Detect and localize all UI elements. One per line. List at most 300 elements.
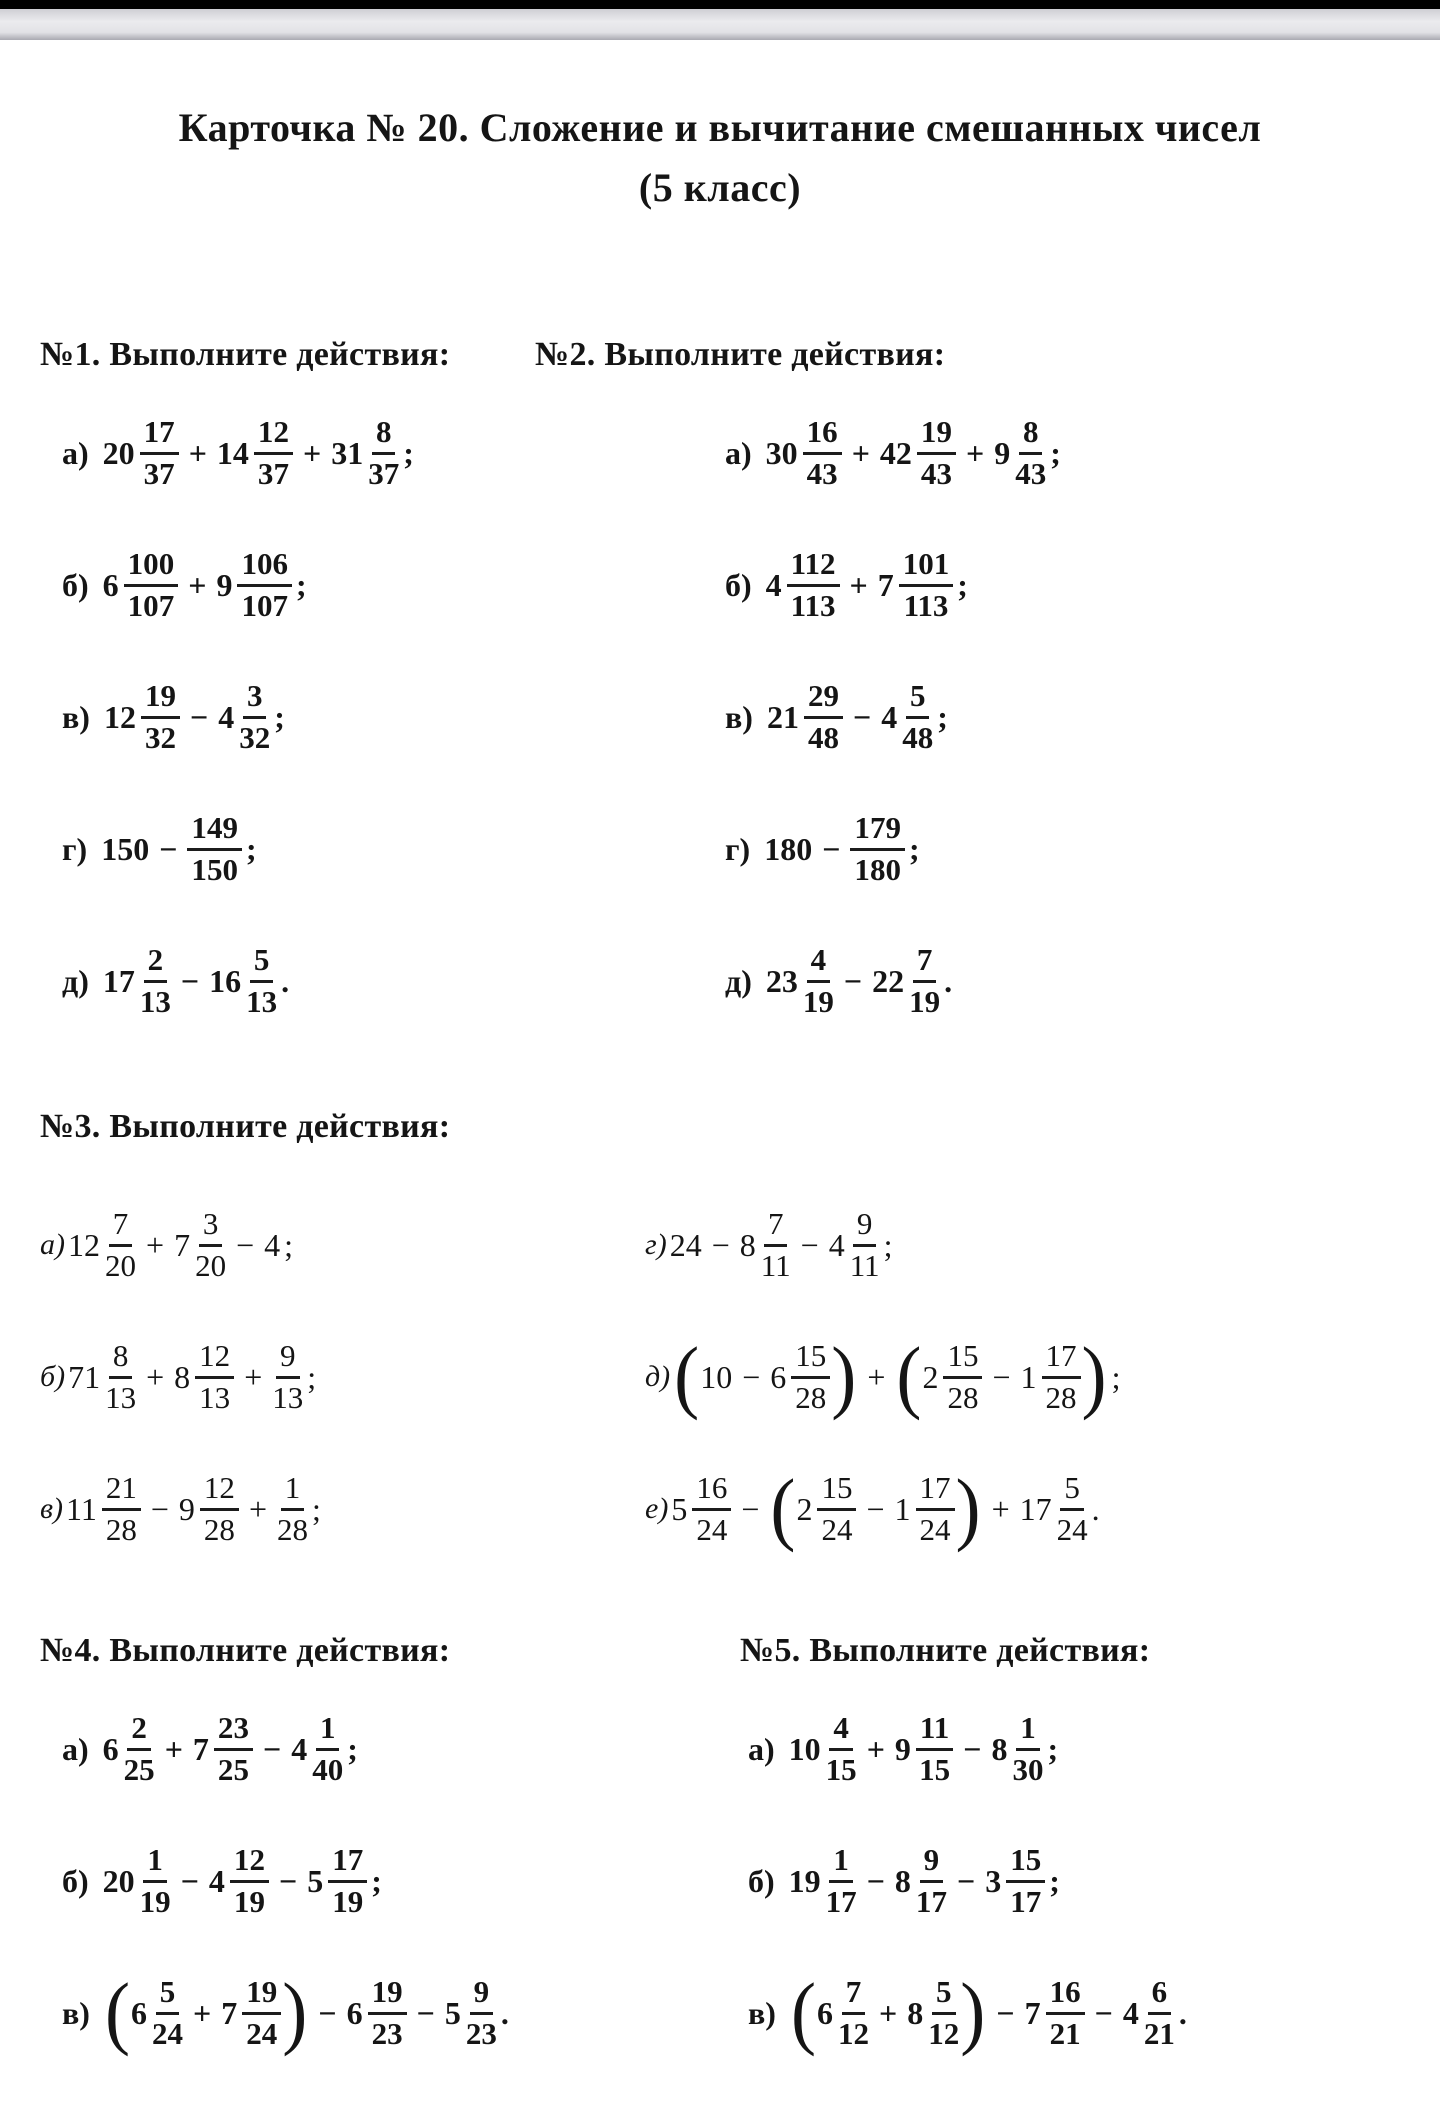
- mixed-number: [103, 1710, 155, 1788]
- mixed-number: [218, 678, 270, 756]
- exercise-item: [535, 674, 1400, 760]
- mixed-number: [347, 1974, 407, 2052]
- item-label: е): [645, 1492, 669, 1525]
- mixed-number: [66, 1470, 141, 1548]
- whole-number: 4: [828, 1227, 845, 1263]
- item-label: в): [40, 1492, 64, 1525]
- punctuation: ;: [295, 566, 307, 603]
- fraction: [254, 414, 293, 492]
- denominator: 48: [807, 719, 839, 755]
- whole-number: 5: [671, 1491, 688, 1527]
- exercise-item: [40, 542, 535, 628]
- numerator: 179: [850, 810, 905, 851]
- math-expression: [766, 546, 968, 624]
- fraction: [909, 942, 940, 1020]
- operator: −: [318, 1995, 337, 2031]
- fraction: [1042, 1338, 1081, 1416]
- whole-number: 9: [894, 1731, 911, 1767]
- whole-number: 9: [994, 435, 1011, 471]
- item-label: в): [748, 1994, 776, 2031]
- whole-number: 180: [764, 831, 813, 867]
- mixed-number: [770, 1338, 830, 1416]
- exercise-item: [40, 1466, 645, 1552]
- numerator: 15: [791, 1338, 830, 1379]
- operator: +: [302, 435, 322, 471]
- mixed-number: [104, 678, 180, 756]
- numerator: 100: [124, 546, 179, 587]
- fraction: [124, 546, 179, 624]
- fraction: [838, 1974, 869, 2052]
- numerator: 16: [803, 414, 842, 455]
- whole-number: 6: [770, 1359, 787, 1395]
- numerator: 23: [214, 1710, 253, 1751]
- section-items: [535, 410, 1400, 1024]
- numerator: 12: [195, 1338, 234, 1379]
- numerator: 17: [1042, 1338, 1081, 1379]
- item-label: в): [725, 698, 753, 735]
- fraction: [368, 1974, 407, 2052]
- section-items: [40, 1706, 740, 2056]
- denominator: 20: [105, 1247, 137, 1283]
- mixed-number: [68, 1206, 136, 1284]
- whole-number: 20: [102, 1863, 135, 1899]
- exercise-item: [535, 542, 1400, 628]
- punctuation: ;: [307, 1358, 317, 1395]
- mixed-number: [174, 1206, 226, 1284]
- whole-number: 150: [101, 831, 150, 867]
- section-2-header: №2. Выполните действия:: [535, 336, 946, 373]
- whole-number: 7: [174, 1227, 191, 1263]
- math-expression: [767, 678, 948, 756]
- mixed-number: [872, 942, 940, 1020]
- math-expression: [103, 1710, 358, 1788]
- operator: −: [180, 963, 200, 999]
- fraction: [272, 1338, 303, 1416]
- denominator: 28: [105, 1511, 137, 1547]
- open-paren: (: [674, 1332, 700, 1422]
- denominator: 19: [332, 1883, 364, 1919]
- mixed-number: [1025, 1974, 1085, 2052]
- math-expression: [68, 1206, 293, 1284]
- punctuation: ;: [347, 1730, 358, 1767]
- item-label: д): [62, 962, 89, 999]
- mixed-number: [209, 1842, 269, 1920]
- fraction: [928, 1974, 959, 2052]
- exercise-item: [535, 938, 1400, 1024]
- operator: −: [963, 1731, 982, 1767]
- section-items: [40, 1166, 1400, 1552]
- denominator: 24: [1056, 1511, 1088, 1547]
- fraction: [916, 1470, 955, 1548]
- denominator: 37: [257, 455, 289, 491]
- math-expression: [104, 678, 285, 756]
- denominator: 40: [312, 1751, 344, 1787]
- fraction: [195, 1206, 226, 1284]
- numerator: 5: [906, 678, 930, 719]
- section-4-header: №4. Выполните действия:: [40, 1632, 451, 1669]
- items-column: [40, 1706, 740, 2056]
- mixed-number: [922, 1338, 982, 1416]
- numerator: 4: [807, 942, 831, 983]
- numerator: 17: [140, 414, 179, 455]
- denominator: 107: [127, 587, 175, 623]
- close-paren: ): [282, 1968, 308, 2058]
- numerator: 6: [1148, 1974, 1172, 2015]
- open-paren: (: [104, 1968, 130, 2058]
- numerator: 4: [829, 1710, 853, 1751]
- section-2: [535, 336, 1400, 1024]
- whole-number: 4: [218, 699, 235, 735]
- punctuation: .: [1091, 1490, 1100, 1527]
- punctuation: ;: [371, 1862, 382, 1899]
- whole-number: 9: [216, 567, 233, 603]
- mixed-number: [895, 1470, 955, 1548]
- numerator: 8: [372, 414, 396, 455]
- exercises-row-2: [40, 1108, 1400, 1552]
- mixed-number: [445, 1974, 497, 2052]
- whole-number: 8: [907, 1995, 924, 2031]
- item-label: а): [748, 1730, 775, 1767]
- fraction: [850, 810, 905, 888]
- operator: +: [164, 1731, 183, 1767]
- numerator: 8: [1019, 414, 1043, 455]
- denominator: 19: [802, 983, 834, 1019]
- numerator: 17: [916, 1470, 955, 1511]
- whole-number: 2: [922, 1359, 939, 1395]
- fraction: [1012, 1710, 1043, 1788]
- math-expression: [103, 546, 307, 624]
- fraction: [368, 414, 399, 492]
- fraction: [140, 414, 179, 492]
- mixed-number: [291, 1710, 343, 1788]
- whole-number: 10: [788, 1731, 821, 1767]
- denominator: 113: [790, 587, 836, 623]
- operator: −: [866, 1491, 885, 1527]
- denominator: 30: [1012, 1751, 1044, 1787]
- denominator: 19: [233, 1883, 265, 1919]
- fraction: [1006, 1842, 1045, 1920]
- punctuation: ;: [908, 830, 920, 867]
- punctuation: .: [281, 962, 290, 999]
- mixed-number: [817, 1974, 869, 2052]
- operator: −: [992, 1359, 1011, 1395]
- whole-number: 8: [739, 1227, 756, 1263]
- operator: −: [996, 1995, 1015, 2031]
- numerator: 7: [842, 1974, 866, 2015]
- whole-number: 9: [178, 1491, 195, 1527]
- fraction: [102, 1470, 141, 1548]
- exercise-item: [535, 410, 1400, 496]
- denominator: 13: [246, 983, 278, 1019]
- operator: +: [879, 1995, 898, 2031]
- fraction: [214, 1710, 253, 1788]
- math-expression: [103, 414, 414, 492]
- item-label: г): [645, 1228, 667, 1261]
- fraction: [105, 1338, 136, 1416]
- fraction: [246, 942, 277, 1020]
- denominator: 37: [368, 455, 400, 491]
- denominator: 32: [144, 719, 176, 755]
- items-column: [645, 1202, 1400, 1552]
- fraction: [803, 414, 842, 492]
- numerator: 15: [817, 1470, 856, 1511]
- item-label: г): [725, 830, 751, 867]
- item-label: а): [725, 434, 752, 471]
- mixed-number: [895, 1842, 947, 1920]
- exercise-item: [40, 806, 535, 892]
- mixed-number: [671, 1470, 731, 1548]
- fraction: [817, 1470, 856, 1548]
- mixed-number: [331, 414, 399, 492]
- operator: −: [159, 831, 178, 867]
- mixed-number: [103, 942, 171, 1020]
- math-expression: [673, 1332, 1121, 1422]
- math-expression: [671, 1464, 1100, 1554]
- operator: +: [248, 1491, 267, 1527]
- open-paren: (: [770, 1464, 796, 1554]
- denominator: 21: [1049, 2015, 1081, 2051]
- fraction: [899, 546, 954, 624]
- whole-number: 8: [894, 1863, 911, 1899]
- numerator: 7: [109, 1206, 133, 1247]
- punctuation: ;: [245, 830, 257, 867]
- item-label: д): [725, 962, 752, 999]
- denominator: 13: [139, 983, 171, 1019]
- open-paren: (: [896, 1332, 922, 1422]
- numerator: 1: [143, 1842, 167, 1883]
- mixed-number: [216, 546, 292, 624]
- numerator: 15: [943, 1338, 982, 1379]
- exercise-item: [740, 1838, 1400, 1924]
- denominator: 107: [241, 587, 288, 623]
- whole-number: 30: [765, 435, 798, 471]
- mixed-number: [307, 1842, 367, 1920]
- numerator: 106: [237, 546, 292, 587]
- fraction: [195, 1338, 234, 1416]
- mixed-number: [907, 1974, 959, 2052]
- mixed-number: [209, 942, 277, 1020]
- fraction: [124, 1710, 155, 1788]
- operator: +: [965, 435, 985, 471]
- punctuation: .: [500, 1994, 509, 2031]
- mixed-number: [789, 1842, 857, 1920]
- whole-number: 7: [1024, 1995, 1041, 2031]
- items-column: [40, 1202, 645, 1552]
- whole-number: 3: [985, 1863, 1002, 1899]
- operator: −: [800, 1227, 819, 1263]
- math-expression: [66, 1470, 321, 1548]
- close-paren: ): [960, 1968, 986, 2058]
- numerator: 15: [1006, 1842, 1045, 1883]
- numerator: 2: [144, 942, 168, 983]
- mixed-number: [829, 1206, 880, 1284]
- numerator: 112: [787, 546, 840, 587]
- operator: +: [849, 567, 868, 603]
- exercise-item: [40, 1334, 645, 1420]
- mixed-number: [895, 1710, 953, 1788]
- math-expression: [790, 1968, 1187, 2058]
- fraction: [1144, 1974, 1175, 2052]
- fraction: [826, 1842, 857, 1920]
- denominator: 24: [151, 2015, 184, 2051]
- whole-number: 19: [788, 1863, 821, 1899]
- exercise-item: [40, 410, 535, 496]
- math-expression: [68, 1338, 316, 1416]
- section-items: [740, 1706, 1400, 2056]
- whole-number: 6: [816, 1995, 833, 2031]
- numerator: 21: [102, 1470, 141, 1511]
- denominator: 25: [123, 1751, 155, 1787]
- whole-number: 16: [209, 963, 242, 999]
- exercise-item: [645, 1466, 1400, 1552]
- top-gray-bar: [0, 9, 1440, 40]
- punctuation: ;: [284, 1226, 294, 1263]
- item-label: в): [62, 1994, 90, 2031]
- numerator: 12: [254, 414, 293, 455]
- numerator: 5: [932, 1974, 956, 2015]
- fraction: [152, 1974, 183, 2052]
- whole-number: 14: [216, 435, 249, 471]
- numerator: 1: [281, 1470, 305, 1511]
- section-3: [40, 1108, 1400, 1552]
- denominator: 23: [371, 2015, 403, 2051]
- whole-number: 17: [1019, 1491, 1052, 1527]
- whole-number: 4: [208, 1863, 225, 1899]
- exercise-item: [40, 1970, 740, 2056]
- denominator: 12: [837, 2015, 870, 2051]
- operator: −: [852, 699, 872, 735]
- numerator: 12: [200, 1470, 239, 1511]
- item-label: в): [62, 698, 90, 735]
- operator: −: [742, 1359, 761, 1395]
- denominator: 150: [191, 851, 238, 887]
- mixed-number: [103, 546, 179, 624]
- mixed-number: [179, 1470, 239, 1548]
- operator: +: [193, 1995, 212, 2031]
- punctuation: ;: [1047, 1730, 1059, 1767]
- item-label: б): [725, 566, 752, 603]
- fraction: [787, 546, 840, 624]
- numerator: 7: [764, 1206, 788, 1247]
- denominator: 28: [795, 1379, 827, 1415]
- mixed-number: [217, 414, 293, 492]
- denominator: 17: [825, 1883, 857, 1919]
- numerator: 1: [829, 1842, 853, 1883]
- fraction: [826, 1710, 857, 1788]
- fraction: [902, 678, 933, 756]
- punctuation: ;: [274, 698, 285, 735]
- whole-number: 4: [765, 567, 782, 603]
- close-paren: ): [831, 1332, 857, 1422]
- math-expression: [104, 1968, 509, 2058]
- whole-number: 17: [102, 963, 135, 999]
- whole-number: 1: [894, 1491, 911, 1527]
- whole-number: 8: [174, 1359, 191, 1395]
- top-black-bar: [0, 0, 1440, 9]
- item-label: а): [62, 434, 89, 471]
- denominator: 23: [465, 2015, 497, 2051]
- exercise-item: [645, 1202, 1400, 1288]
- fraction: [277, 1470, 308, 1548]
- denominator: 24: [821, 1511, 853, 1547]
- section-5: [740, 1632, 1400, 2056]
- worksheet-page: [0, 98, 1440, 2056]
- exercise-item: [40, 674, 535, 760]
- operator: +: [146, 1227, 165, 1263]
- fraction: [466, 1974, 497, 2052]
- denominator: 11: [760, 1247, 791, 1283]
- whole-number: 7: [877, 567, 894, 603]
- page-title-line1: Карточка № 20. Сложение и вычитание смешанных чисел: [178, 105, 1262, 150]
- denominator: 28: [947, 1379, 979, 1415]
- mixed-number: [740, 1206, 791, 1284]
- numerator: 19: [368, 1974, 407, 2015]
- whole-number: 5: [307, 1863, 324, 1899]
- operator: +: [851, 435, 870, 471]
- exercise-item: [645, 1334, 1400, 1420]
- operator: +: [188, 567, 207, 603]
- whole-number: 7: [192, 1731, 209, 1767]
- numerator: 12: [230, 1842, 269, 1883]
- punctuation: ;: [1050, 434, 1061, 471]
- numerator: 17: [328, 1842, 367, 1883]
- operator: −: [262, 1731, 282, 1767]
- denominator: 28: [1045, 1379, 1077, 1415]
- mixed-number: [994, 414, 1046, 492]
- mixed-number: [789, 1710, 857, 1788]
- whole-number: 6: [346, 1995, 363, 2031]
- operator: −: [189, 699, 209, 735]
- exercises-row-3: [40, 1632, 1400, 2056]
- numerator: 9: [853, 1206, 877, 1247]
- item-label: д): [645, 1360, 671, 1393]
- punctuation: ;: [403, 434, 414, 471]
- item-label: а): [40, 1228, 65, 1261]
- whole-number: 71: [68, 1359, 101, 1395]
- math-expression: [103, 1842, 382, 1920]
- denominator: 28: [276, 1511, 309, 1547]
- fraction: [239, 678, 270, 756]
- denominator: 15: [825, 1751, 857, 1787]
- exercise-item: [535, 806, 1400, 892]
- denominator: 180: [854, 851, 901, 887]
- numerator: 149: [187, 810, 242, 851]
- whole-number: 21: [766, 699, 799, 735]
- fraction: [328, 1842, 367, 1920]
- punctuation: ;: [937, 698, 948, 735]
- denominator: 19: [139, 1883, 171, 1919]
- whole-number: 23: [765, 963, 798, 999]
- numerator: 9: [276, 1338, 300, 1379]
- exercises-row-1: [40, 336, 1400, 1024]
- operator: −: [956, 1863, 976, 1899]
- fraction: [692, 1470, 731, 1548]
- mixed-number: [880, 414, 956, 492]
- mixed-number: [878, 546, 954, 624]
- operator: −: [1094, 1995, 1113, 2031]
- fraction: [140, 942, 171, 1020]
- exercise-item: [740, 1970, 1400, 2056]
- numerator: 1: [1016, 1710, 1040, 1751]
- fraction: [803, 942, 834, 1020]
- mixed-number: [1020, 1470, 1088, 1548]
- fraction: [1015, 414, 1046, 492]
- denominator: 12: [928, 2015, 960, 2051]
- punctuation: ;: [883, 1226, 893, 1263]
- numerator: 19: [917, 414, 956, 455]
- denominator: 32: [239, 719, 271, 755]
- operator: −: [711, 1227, 730, 1263]
